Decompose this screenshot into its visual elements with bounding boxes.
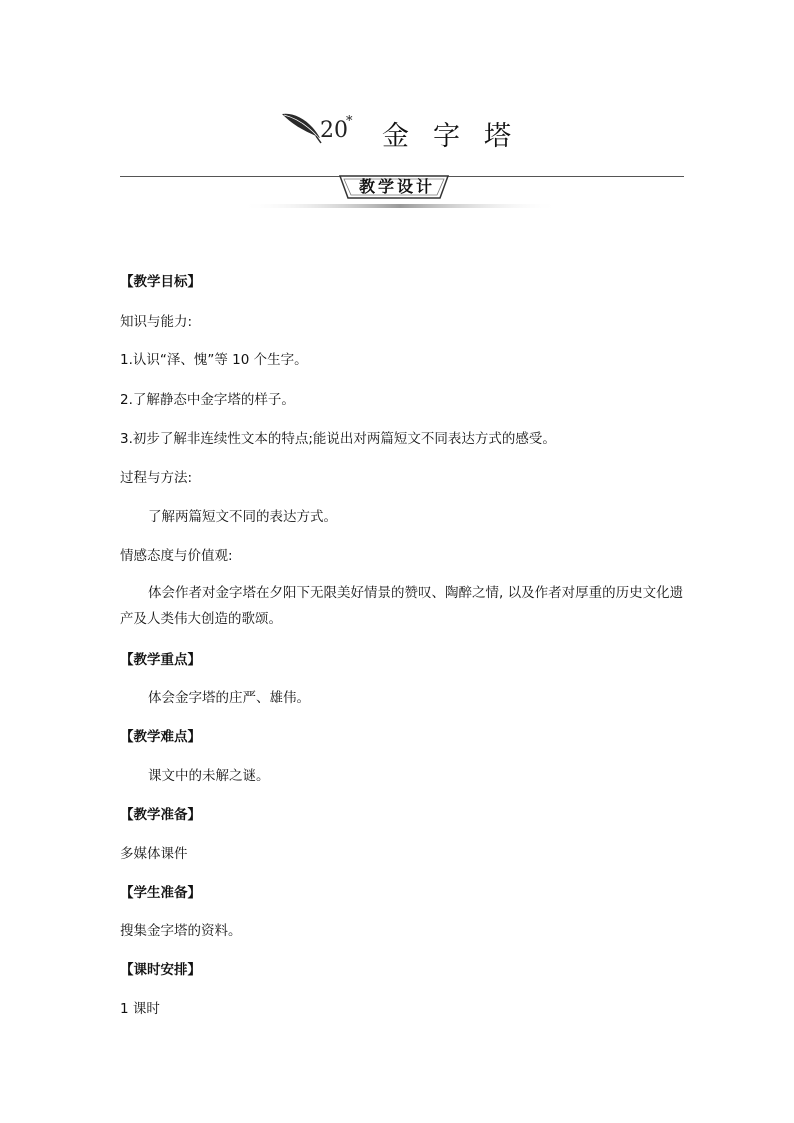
emotion-text: 体会作者对金字塔在夕阳下无限美好情景的赞叹、陶醉之情, 以及作者对厚重的历史文化遗产及人类伟大创造的歌颂。 (120, 585, 684, 627)
schedule-heading: 【课时安排】 (120, 962, 201, 978)
goal-item-3: 3.初步了解非连续性文本的特点;能说出对两篇短文不同表达方式的感受。 (120, 431, 556, 447)
lesson-number: 20 (320, 118, 348, 143)
goal-item-1: 1.认识“泽、愧”等 10 个生字。 (120, 352, 308, 368)
goals-heading: 【教学目标】 (120, 274, 201, 290)
lesson-title-row (0, 108, 794, 152)
quill-icon (280, 110, 322, 144)
lesson-star-mark: * (346, 114, 353, 129)
goal-item-2: 2.了解静态中金字塔的样子。 (120, 392, 295, 408)
difficulties-heading: 【教学难点】 (120, 729, 201, 745)
lesson-title: 金字塔 (382, 121, 535, 152)
teacher-prep-text: 多媒体课件 (120, 846, 188, 862)
key-points-heading: 【教学重点】 (120, 652, 201, 668)
knowledge-label: 知识与能力: (120, 314, 193, 330)
key-points-text: 体会金字塔的庄严、雄伟。 (148, 690, 310, 706)
emotion-label: 情感态度与价值观: (120, 548, 233, 564)
student-prep-text: 搜集金字塔的资料。 (120, 923, 242, 939)
process-text: 了解两篇短文不同的表达方式。 (148, 509, 337, 525)
teacher-prep-heading: 【教学准备】 (120, 807, 201, 823)
process-label: 过程与方法: (120, 470, 193, 486)
schedule-text: 1 课时 (120, 1001, 160, 1017)
student-prep-heading: 【学生准备】 (120, 885, 201, 901)
difficulties-text: 课文中的未解之谜。 (148, 768, 270, 784)
banner-title: 教学设计 (358, 177, 435, 196)
